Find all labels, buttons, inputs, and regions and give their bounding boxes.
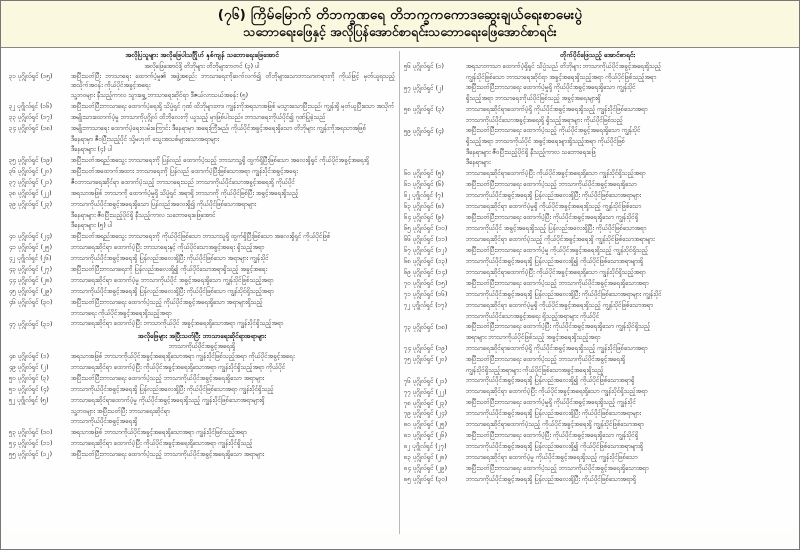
- entry-number: ၈၂ ပုဂ္ဂိုလ်ရှင် (၂၇): [404, 443, 447, 451]
- entry-text: ကျွန်းပိုင်ဖြစ်သော ဘာသာရေးဆိုင်ရာ အခွင့်အရေးရှိသည့်အရာ ကိုယ်ပိုင်ဖြစ်သည့်အရာ: [466, 73, 657, 81]
- entry-text: ဘာသာရေးဆိုင်ရာ ထောက်ပံ့မှု ကိုယ်ပိုင်အခွင့်အရေးရှိသည့် ကျွန်းပိုင်ဖြစ်သော: [466, 453, 638, 461]
- entry-number: ၄၁ ပုဂ္ဂိုလ်ရှင် (၂၅): [9, 244, 52, 252]
- entry-text: ဘာသာရေးဆိုင်ရာ ထောက်ပံ့ပြီး ဘာသာကိုယ်ပိုင် အခွင့်အရေးရှိသောအရာ ကျွန်းပိုင်ရှိသည့်အရာ: [71, 320, 284, 328]
- entry-number: ၃၈ ပုဂ္ဂိုလ်ရှင် (၂၂): [9, 190, 52, 198]
- entry-text: သူ့ဘဝများ နီသည့်ကာလ သွားရွှေ့ ဘာသာရေးဆိုင်ရာ ဒီဇယ်လာသယ်အခန်း (၅): [71, 92, 249, 100]
- entry-number: ၄၆ ပုဂ္ဂိုလ်ရှင် (၃၀): [9, 299, 53, 307]
- entry-number: [9, 408, 71, 409]
- list-item: [9, 408, 395, 417]
- entry-text: အမျိုးသားထောက်ပံ့မှု ဘာသာကိုပုဂ္ဂိုလ် ထိဘိုလေးကို ယူသည့် မှာဖြစ်ပါသည်။ ဘာသာရေးကိုယ်ပိုင်၍ ဂုဏ်ပြုခဲ့သည်: [71, 113, 326, 121]
- entry-number: [404, 367, 466, 368]
- entry-text: အပြီးသတ်ပြီးဘာသာရေး ထောက်ပံ့မှုရှိ ကိုယ်ပိုင်အခွင့်အရေးရှိသည့် ကျွန်းပိုင်: [466, 399, 636, 406]
- list-item: [9, 190, 395, 199]
- entry-text: အပြီးသတ်အထောက်အထား ဘာသာရေးကို ပြန်လည် ထောက်ပံ့ပြီးဖြစ်သောအရာ ကျွန်းပိုင်အခွင့်အရေး: [71, 167, 298, 175]
- entry-text: အပြီးသတ်ပြီးဘာသာရေး ထောက်ပံ့သည့် ဘာသာကိုယ်ပိုင်အခွင့်အရေးရှိသော အရာများ: [71, 374, 265, 382]
- left-column-heading-1: အလိုပြသူများ အလိုဖြေပါသင်္ဂြိုဟ် နှစ်ကျန် သဘောရေးဖြေအောင်: [125, 51, 279, 60]
- list-item: [404, 399, 791, 408]
- entry-number: ၆၅ ပုဂ္ဂိုလ်ရှင် (၁၀): [404, 225, 448, 233]
- entry-text: အပြီးသတ်ပြီးဘာသာရေး ထောက်ပံ့သည့် ဘာသာကိုယ်ပိုင်အခွင့်အရေးရှိသော: [466, 180, 637, 188]
- entry-text: ဒီနေရာများ (၄) ပါ: [71, 146, 113, 154]
- entry-text: အပြီးသတ်ပြီးဘာသာရေး ထောက်ပံ့သည့် ဘာသာကိုယ်ပိုင်အခွင့်အရေးရှိသောအရာ: [466, 279, 649, 287]
- entry-text: အပြီးသတ်ပြီးဘာသာရေး ထောက်ပံ့မှု ကိုယ်ပိုင်အခွင့်အရေးရှိသည့် ကျွန်းပိုင်ရှိသည့်: [466, 246, 648, 254]
- entry-text: အပြီးသတ်ပြီးဘာသာရေး ထောက်ပံ့သည့် ကိုယ်ပိုင်အခွင့်အရေးရှိသော အရာများရှိသည့်: [71, 298, 263, 306]
- header-title-line-2: သဘောရေးဖြေနှင့် အလိုပြန်အောင်စာရင်းသဘောရေးဖြေအောင်စာရင်း: [243, 24, 557, 40]
- list-item: [404, 476, 791, 485]
- entry-number: ၆၁ ပုဂ္ဂိုလ်ရှင် (၆): [404, 181, 444, 189]
- entry-text: ဘာသာရေးဆိုင်ရာ ထောက်ပံ့သည့် ကိုယ်ပိုင်အခွင့်အရေးရှိ ကျွန်းပိုင်ဖြစ်သောအရာများ: [466, 235, 655, 243]
- list-item: [404, 74, 791, 83]
- entry-number: ၅၂ ပုဂ္ဂိုလ်ရှင် (၅): [9, 397, 49, 405]
- entry-number: [404, 95, 466, 96]
- entry-number: ၃၂ ပုဂ္ဂိုလ်ရှင် (၁၆): [9, 103, 52, 111]
- entry-text: အရသာအဖြစ် ဘာသာကိုယ်ပိုင်အခွင့်အရေးရှိသောအရာ ကျွန်းပိုင်ဖြစ်သည့်အရာ ကိုယ်ပိုင်အခွင့်အရေး: [71, 352, 295, 360]
- list-item: [9, 397, 395, 406]
- entry-number: ၃၆ ပုဂ္ဂိုလ်ရှင် (၂၀): [9, 168, 52, 176]
- entry-number: ၄၇ ပုဂ္ဂိုလ်ရှင် (၃၁): [9, 320, 53, 328]
- list-item: [404, 149, 791, 158]
- entry-number: ၅၆ ပုဂ္ဂိုလ်ရှင် (၁): [404, 63, 444, 71]
- entry-text: ဇီဝဘာသာရေးဆိုင်ရာ ထောက်ပံ့သည့် ဘာသာရေးသည် ဘာသာကိုယ်ပိုင်သောအခွင့်အရေးရှိ ကိုယ်ပိုင်: [71, 178, 295, 186]
- entry-number: [404, 74, 466, 75]
- list-item: [9, 222, 395, 231]
- list-item: [9, 364, 395, 373]
- entry-number: [9, 136, 71, 137]
- entry-text: ဒီနေရာများ ဇီဝပြီးသည့်ပိုင်ရှိ နီသည့်ကာလ သဘောရေးဖြေ: [466, 148, 596, 156]
- right-column-heading-1: တိုက်ပိုင်ဖြေသည့် အောင်စာရင်း: [559, 51, 636, 60]
- list-item: [9, 212, 395, 221]
- entry-text: အပြီးသတ်ပြီးဘာသာရေး ထောက်ပံ့သည့် ဘာသာကိုယ်ပိုင်အခွင့်အရေးရှိသောအရာ: [466, 464, 649, 472]
- list-item: [9, 201, 395, 210]
- column-left: [5, 51, 400, 534]
- list-item: [9, 92, 395, 101]
- entry-text: အရသာဘာသာ ထောက်ပံ့ရှိရှင် သိပ္ပံသည် တိဘိုများ ဘာသာကိုယ်ပိုင်အခွင့်အရေးရှိသည့်: [466, 62, 662, 70]
- entry-number: ၄၂ ပုဂ္ဂိုလ်ရှင် (၂၆): [9, 255, 52, 263]
- entry-number: ၈၀ ပုဂ္ဂိုလ်ရှင် (၂၅): [404, 421, 448, 429]
- entry-text: အပြီးသတ်ပြီးဘာသာရေး ထောက်ပံ့ပြီး ကိုယ်ပိုင်အခွင့်အရေးရှိသော ကျွန်းပိုင်ရှိသည့်: [466, 323, 651, 331]
- entry-number: ၃၄ ပုဂ္ဂိုလ်ရှင် (၁၈): [9, 125, 53, 133]
- list-item: [404, 323, 791, 332]
- entry-text: ဘာသာရေးဆိုင်ရာထောက်ပံ့ရှိ ကိုယ်ပိုင်အခွင့်အရေးရှိသည့် ကျွန်းပိုင်ဖြစ်သောအရာ: [466, 344, 648, 352]
- list-item: [404, 258, 791, 267]
- entry-text: ဘာသာကိုယ်ပိုင်အခွင့်အရေးရှိ ပြန်လည်အလေးရှိပြီး ကိုယ်ပိုင်ဖြစ်သောအရာများ: [466, 409, 642, 417]
- entry-number: ၃၇ ပုဂ္ဂိုလ်ရှင် (၂၁): [9, 179, 52, 187]
- entry-text: ဒီနေရာမှာ ဇီဝပြီးသည့်ပိုင် သို့မဟုတ် သွေးအသစ်များသောအရာများ: [71, 135, 220, 143]
- entry-number: ၅၇ ပုဂ္ဂိုလ်ရှင် (၂): [404, 84, 444, 92]
- list-item: [404, 159, 791, 168]
- entry-number: ၅၄ ပုဂ္ဂိုလ်ရှင် (၁၁): [9, 440, 53, 448]
- entry-text: အပြီးသတ်ပြီးဘာသာရေး ထောက်ပံ့သည့် ဘာသာကိုယ်ပိုင်အခွင့်အရေးရှိ: [466, 355, 626, 363]
- entry-number: ၆၄ ပုဂ္ဂိုလ်ရှင် (၉): [404, 214, 444, 222]
- entry-number: ၇၉ ပုဂ္ဂိုလ်ရှင် (၂၄): [404, 410, 447, 418]
- entry-number: ၈၁ ပုဂ္ဂိုလ်ရှင် (၂၆): [404, 432, 448, 440]
- list-item: [404, 95, 791, 104]
- entry-text: ဒီနေရာများ ဇီဝပြီးသည့်ပိုင်ရှိ နီသည့်ကာလ သဘောရေးဖြေအောင်: [71, 211, 216, 219]
- entry-number: ၈၃ ပုဂ္ဂိုလ်ရှင် (၂၈): [404, 454, 448, 462]
- entry-text: အပြီးသတ်ပြီးဘာသာရေးကို ပြန်လည်အလေးရှိ၍ ကိုယ်ပိုင်သောအရာရှိသည့် အခွင့်အရေး: [71, 265, 268, 273]
- list-item: [9, 277, 395, 286]
- entry-text: ဘာသာရေးဆိုင်ရာ ထောက်ပံ့ပြီး ကိုယ်ပိုင်အခွင့်အရေးရှိသောအရာ ကျွန်းပိုင်ရှိသည့်အရာ ကိုယ်ပိုင်: [71, 363, 286, 371]
- left-entry-list-2: [9, 353, 395, 460]
- entry-text: အပြီးသတ်ပြီးဘာသာရေး ထောက်ပံ့ပြီး ကိုယ်ပိုင်အခွင့်အရေးရှိသော ကျွန်းပိုင်ရှိ: [466, 431, 639, 439]
- entry-number: ၄၀ ပုဂ္ဂိုလ်ရှင် (၂၄): [9, 233, 52, 241]
- list-item: [9, 103, 395, 112]
- entry-number: ၅၉ ပုဂ္ဂိုလ်ရှင် (၄): [404, 127, 444, 135]
- list-item: [9, 429, 395, 438]
- entry-text: ဘာသာရေးဆိုင်ရာ ထောက်ပံ့မှု ဘာသာကိုယ်ပိုင် အခွင့်အရေးရှိသော ကျွန်းပိုင်ဖြစ်သည့်အရာ: [71, 276, 274, 284]
- entry-number: ၆၉ ပုဂ္ဂိုလ်ရှင် (၁၄): [404, 269, 448, 277]
- entry-number: [9, 310, 71, 311]
- entry-text: သူ့ဘဝများ အပြီးသတ်ပြီး ဘာသာရေးဆိုင်ရာ: [71, 407, 170, 415]
- column-right: [400, 51, 795, 534]
- list-item: [9, 288, 395, 297]
- entry-text: အမျိုးဘာသာရေး ထောက်ပံ့ရေးလမ်းကြောင်း ဒီနေရာမှာ အရေးကြီးမည်၊ ကိုယ်ပိုင်အခွင့်အရေးရှိသော တိဘိုများ ကျွန်းကိုအရသာအဖြစ်: [71, 124, 367, 132]
- list-item: [9, 168, 395, 177]
- entry-text: အပြီးသတ်ပြီးဘာသာရေး ထောက်ပံ့ရေးရှိ သိပ္ပံရှင် ဂုဏ် ထိဘိုများတာ၊ ကျွန်းကိုအရသာအဖြစ် မသွားသောပြီးသည်၊ ကျွန်းရှိ မှတ်ယူပြီးသော အသိုက်: [71, 102, 395, 110]
- entry-number: ၇၅ ပုဂ္ဂိုလ်ရှင် (၂၀): [404, 356, 447, 364]
- left-column-heading-2: အလိုဖြေအောင်ဖို့ တိဘိုများ တိဘိုများကတင် (၃) ပါ: [144, 62, 260, 70]
- list-item: [9, 114, 395, 123]
- list-item: [404, 138, 791, 147]
- entry-text: ရှိသည့်အရာ ဘာသာရေးကိုယ်ပိုင်ဖြစ်သည့် အခွင့်အရေးများရှိ: [466, 95, 601, 103]
- entry-text: ဘာသာရေးဆိုင်ရာထောက်ပံ့ပြီး ကိုယ်ပိုင်အခွင့်အရေးရှိသော ကျွန်းပိုင်ရှိသည့်အရာ: [466, 268, 646, 276]
- list-item: [9, 255, 395, 264]
- entry-text: ဘာသာကိုယ်ပိုင်အခွင့်အရေးရှိ ပြန်လည်အလေးရှိ၍ ကိုယ်ပိုင်ဖြစ်သောအရာများရှိ: [466, 442, 644, 450]
- entry-text: ကျွန်းပိုင်ရှိသည့်အရာများ ကိုယ်ပိုင်ဖြစ်သောအခွင့်အရေးရှိသည့်: [466, 366, 604, 374]
- entry-text: ဘာသာရေးဆိုင်ရာထောက်ပံ့သည့် ကိုယ်ပိုင်အခွင့်အရေးရှိ ကျွန်းပိုင်ဖြစ်သောအရာ: [466, 420, 644, 428]
- entry-number: ၇၃ ပုဂ္ဂိုလ်ရှင် (၁၈): [404, 323, 448, 331]
- entry-number: ၅၃ ပုဂ္ဂိုလ်ရှင် (၁၀): [9, 429, 53, 437]
- list-item: [9, 320, 395, 329]
- entry-text: အပြီးသတ်ပြီးဘာသာရေး ထောက်ပံ့သည့် ကိုယ်ပိုင်အခွင့်အရေးရှိသော ကျွန်းပိုင်: [466, 127, 641, 135]
- entry-number: ၄၈ ပုဂ္ဂိုလ်ရှင် (၁): [9, 353, 49, 361]
- entry-text: ဘာသာကိုယ်ပိုင်အခွင့်အရေးရှိ ပြန်လည်အလေးရှိပြီး ကိုယ်ပိုင်ဖြစ်သောအရာရှိ: [466, 475, 637, 483]
- list-item: [9, 136, 395, 145]
- list-item: [9, 244, 395, 253]
- list-item: [404, 443, 791, 452]
- entry-number: ၃၅ ပုဂ္ဂိုလ်ရှင် (၁၉): [9, 157, 53, 165]
- entry-text: ဘာသာကိုယ်ပိုင်အခွင့်အရေးရှိ ပြန်လည်အလေးရှိပြီး ကိုယ်ပိုင်ဖြစ်သောအရာများ: [466, 191, 642, 199]
- entry-number: ၇၇ ပုဂ္ဂိုလ်ရှင် (၂၂): [404, 388, 447, 396]
- entry-text: ဘာသာကိုယ်ပိုင်အခွင့်အရေးရှိ ပြန်လည်အလေးရှိပြီး ကိုယ်ပိုင်ဖြစ်သောအရာများ ကျွန်းပိုင်: [466, 290, 662, 298]
- list-item: [404, 84, 791, 93]
- entry-text: ဘာသာရေးဆိုင်ရာ ထောက်ပံ့ပြီး ကိုယ်ပိုင်အခွင့်အရေးရှိသောအရာ ကျွန်းပိုင်ရှိသည့်: [71, 439, 253, 447]
- list-item: [404, 367, 791, 376]
- entry-number: ၃၃ ပုဂ္ဂိုလ်ရှင် (၁၇): [9, 114, 53, 122]
- entry-text: ဒီနေရာများ (၅) ပါ: [71, 222, 113, 230]
- list-item: [9, 440, 395, 449]
- entry-number: ၄၅ ပုဂ္ဂိုလ်ရှင် (၂၉): [9, 288, 52, 296]
- entry-number: [9, 212, 71, 213]
- entry-number: ၆၃ ပုဂ္ဂိုလ်ရှင် (၈): [404, 203, 444, 211]
- list-item: [404, 203, 791, 212]
- entry-number: ၇၆ ပုဂ္ဂိုလ်ရှင် (၂၁): [404, 377, 447, 385]
- left-entry-list: [9, 73, 395, 330]
- header-title-line-1: (၇၆) ကြိမ်မြောက် တိဘက္ခဏရေ တိဘက္ခကကောဒဆွေးချယ်ရေးစာမေးပွဲ: [217, 7, 583, 23]
- entry-number: [9, 418, 71, 419]
- entry-number: ၄၉ ပုဂ္ဂိုလ်ရှင် (၂): [9, 364, 49, 372]
- entry-number: ၈၅ ပုဂ္ဂိုလ်ရှင် (၃၀): [404, 476, 448, 484]
- entry-number: ၃၁ ပုဂ္ဂိုလ်ရှင် (၁၅): [9, 73, 53, 81]
- list-item: [404, 269, 791, 278]
- entry-text: ဘာသာကိုယ်ပိုင်အခွင့်အရေးရှိ ပြန်လည်အလေးရှိပြီး ကိုယ်ပိုင်ဖြစ်သော ကျွန်းပိုင်ရှိသည့်အရာ: [71, 287, 274, 295]
- entry-number: ၆၈ ပုဂ္ဂိုလ်ရှင် (၁၃): [404, 258, 448, 266]
- entry-text: ဘာသာကိုယ်ပိုင်သောအခွင့်အရေးရှိ ရှိသည့်အရာများ ကိုယ်ပိုင်ဖြစ်သည့်: [466, 116, 623, 124]
- entry-number: [404, 159, 466, 160]
- list-item: [404, 181, 791, 190]
- list-item: [404, 291, 791, 300]
- list-item: [404, 225, 791, 234]
- list-item: [404, 345, 791, 354]
- entry-number: ၅၅ ပုဂ္ဂိုလ်ရှင် (၁၂): [9, 451, 52, 459]
- list-item: [9, 146, 395, 155]
- left-mid-heading-2: ဘာသာကိုယ်ပိုင်အခွင့်အရေးရှိ: [168, 342, 236, 350]
- list-item: [404, 247, 791, 256]
- entry-text: ဘာသာရေးဆိုင်ရာ ထောက်ပံ့မှုရှိ ကိုယ်ပိုင်အခွင့်အရေးရှိသည့် ကျွန်းပိုင်ဖြစ်သော: [466, 202, 642, 210]
- list-item: [9, 299, 395, 308]
- list-item: [404, 454, 791, 463]
- entry-text: ဘာသာရေးဆိုင်ရာထောက်ပံ့ပြီး ကိုယ်ပိုင်အခွင့်အရေးရှိသော ကျွန်းပိုင်ရှိသည့်အရာ: [466, 169, 646, 177]
- entry-text: ဘာသာကိုယ်ပိုင်သောအခွင့်အရေး ရှိသည့်အရာများ ကိုယ်ပိုင်: [466, 312, 600, 320]
- list-item: [404, 214, 791, 223]
- list-item: [404, 465, 791, 474]
- entry-number: ၆၆ ပုဂ္ဂိုလ်ရှင် (၁၁): [404, 236, 448, 244]
- list-item: [404, 421, 791, 430]
- entry-text: အပြီးသတ်အရည်အသွေး ဘာသာရေးကို ပြန်လည် ထောက်ပံ့သည့် ဘာသာသူ့ရှိ ထွက်ရှိပြီးဖြစ်သော အလေးရှိရှင် ကိုယ်ပိုင်အခွင့်အရေးရှိ: [71, 156, 369, 164]
- list-item: [404, 63, 791, 72]
- list-item: [404, 192, 791, 201]
- entry-text: ဘာသာကိုယ်ပိုင်အခွင့်အရေးရှိ ပြန်လည်အလေးရှိပြီး ကိုယ်ပိုင်ဖြစ်သော အရာများ ကျွန်းပိုင်: [71, 254, 269, 262]
- entry-number: [404, 138, 466, 139]
- entry-number: ၆၀ ပုဂ္ဂိုလ်ရှင် (၅): [404, 170, 444, 178]
- entry-number: ၆၇ ပုဂ္ဂိုလ်ရှင် (၁၂): [404, 247, 447, 255]
- list-item: [404, 127, 791, 136]
- entry-text: အပြီးသတ်အရည်အသွေး ဘာသာရေးကို ကိုယ်ပိုင်ဖြစ်သော ဘာသာသူရှိ ထွက်ရှိပြီးဖြစ်သော အလေးရှိရှင် ကိုယ်ပိုင်ဖြစ်: [71, 232, 331, 240]
- list-item: [404, 170, 791, 179]
- entry-text: ဘာသာရေးဆိုင်ရာထောက်ပံ့ရှိ ကိုယ်ပိုင်အခွင့်အရေးရှိသည့် ကျွန်းပိုင်ဖြစ်သောအရာ: [466, 105, 648, 113]
- entry-number: [404, 334, 466, 335]
- entry-number: ၇၄ ပုဂ္ဂိုလ်ရှင် (၁၉): [404, 345, 448, 353]
- entry-number: ၄၃ ပုဂ္ဂိုလ်ရှင် (၂၇): [9, 266, 52, 274]
- list-item: [9, 451, 395, 460]
- list-item: [9, 179, 395, 188]
- list-item: [404, 432, 791, 441]
- list-item: [9, 125, 395, 134]
- list-item: [404, 356, 791, 365]
- list-item: [404, 117, 791, 126]
- entry-text: ဒီနေရာများ: [466, 159, 491, 167]
- entry-text: အပြီးသတ်ပြီးဘာသာရေး ထောက်ပံ့မှုရှိ ကိုယ်ပိုင်အခွင့်အရေးရှိသော ကျွန်းပိုင်: [466, 84, 636, 92]
- entry-text: ဘာသာကိုယ်ပိုင် အခွင့်အရေးရှိသည့် ပြန်လည်အလေးရှိပြီး ကိုယ်ပိုင်ဖြစ်သောအရာ: [466, 224, 647, 232]
- list-item: [404, 106, 791, 115]
- entry-text: အပြီးသတ်ပြီးဘာသာရေး ထောက်ပံ့ပြီး ကိုယ်ပိုင်အခွင့်အရေးရှိသော ကျွန်းပိုင်ရှိ: [466, 213, 639, 221]
- entry-number: [9, 92, 71, 93]
- entry-text: အရာများ ဘာသာကိုယ်ပိုင်ဖြစ်သည့် အခွင့်အရေးရှိသည့်အရာ: [466, 334, 601, 342]
- list-item: [404, 334, 791, 343]
- entry-number: ၃၉ ပုဂ္ဂိုလ်ရှင် (၂၃): [9, 201, 52, 209]
- entry-text: ဘာသာရေး ကိုယ်ပိုင်အခွင့်အရေးရှိသည့်အရာ: [71, 309, 172, 317]
- entry-text: ဘာသာရေးဆိုင်ရာ ထောက်ပံ့ပြီး ကိုယ်ပိုင်အခွင့်အရေးရှိသော ကျွန်းပိုင်ရှိသည့်အရာ: [466, 388, 648, 396]
- document-body: [1, 48, 799, 534]
- list-item: [9, 233, 395, 242]
- entry-text: ရှိသည့်အရာ ဘာသာကိုယ်ပိုင် အခွင့်အရေးများရှိသည့်အရာ ကိုယ်ပိုင်ဖြစ်: [466, 138, 626, 146]
- left-mid-heading-1: အလိုဖြေများ အပြီးသတ်ပြီး ဘာသာရေးဆိုင်ရာအရာများ: [138, 331, 266, 340]
- entry-number: [404, 313, 466, 314]
- entry-text: ဘာသာရေးဆိုင်ရာထောက်ပံ့မှု ကိုယ်ပိုင်အခွင့်အရေးရှိသည့် ကျွန်းပိုင်ဖြစ်သောအရာများရှိ: [71, 396, 265, 404]
- entry-number: ၄၄ ပုဂ္ဂိုလ်ရှင် (၂၈): [9, 277, 53, 285]
- list-item: [9, 266, 395, 275]
- entry-number: ၇၂ ပုဂ္ဂိုလ်ရှင် (၁၇): [404, 302, 447, 310]
- entry-number: [9, 146, 71, 147]
- list-item: [404, 302, 791, 311]
- entry-text: အပြီးသတ်ပြီး ဘာသာရေး ထောက်ပံ့မှု၏ အဖွဲ့အစည်း ဘာသာရေးကိုဆက်လက်၍ တိဘိုများသောဘာသာတရားကို ကိုယ်ဖြင့် မှတ်ယူရသည့် အသိုက်အဝန်း ကိုယ်ပိုင်အခွင့်အရေး: [71, 72, 395, 89]
- entry-text: အရသာအဖြစ် ဘာသာကို ထောက်ပံ့မှုရှိ သိပ္ပံရှင် အရာရှိ ဘာသာကို ကိုယ်ပိုင်ဖြစ်ပြီး အခွင့်အရေးရှိသည့်: [71, 189, 299, 197]
- list-item: [9, 418, 395, 427]
- entry-text: ဘာသာကိုယ်ပိုင်အခွင့်အရေးရှိသော ပြန်လည်အလေးရှိ၍ ကိုယ်ပိုင်ဖြစ်သောအရာများ: [71, 200, 257, 208]
- entry-number: ၇၀ ပုဂ္ဂိုလ်ရှင် (၁၅): [404, 280, 448, 288]
- entry-number: ၅၈ ပုဂ္ဂိုလ်ရှင် (၃): [404, 106, 444, 114]
- list-item: [404, 313, 791, 322]
- entry-number: ၇၈ ပုဂ္ဂိုလ်ရှင် (၂၃): [404, 399, 448, 407]
- list-item: [404, 377, 791, 386]
- right-entry-list: [404, 63, 791, 485]
- list-item: [9, 353, 395, 362]
- list-item: [404, 410, 791, 419]
- entry-number: ၅၀ ပုဂ္ဂိုလ်ရှင် (၃): [9, 375, 49, 383]
- list-item: [404, 280, 791, 289]
- entry-number: ၈၄ ပုဂ္ဂိုလ်ရှင် (၂၉): [404, 465, 448, 473]
- entry-number: [9, 222, 71, 223]
- entry-text: ဘာသာကိုယ်ပိုင်အခွင့်အရေးရှိ ပြန်လည်အလေးရှိပြီး ကိုယ်ပိုင်ဖြစ်သောအရာ ကျွန်းပိုင်ရှိသည့်: [71, 385, 274, 393]
- list-item: [9, 310, 395, 319]
- entry-number: ၅၁ ပုဂ္ဂိုလ်ရှင် (၄): [9, 386, 49, 394]
- entry-number: ၆၂ ပုဂ္ဂိုလ်ရှင် (၇): [404, 192, 444, 200]
- entry-number: [404, 117, 466, 118]
- entry-text: ဘာသာရေးဆိုင်ရာ ထောက်ပံ့ပြီး ဘာသာရေးနှင့် ကိုယ်ပိုင်သောအခွင့်အရေး ရှိသည့်အရာ: [71, 243, 265, 251]
- list-item: [9, 386, 395, 395]
- entry-number: ၇၁ ပုဂ္ဂိုလ်ရှင် (၁၆): [404, 291, 448, 299]
- list-item: [404, 388, 791, 397]
- list-item: [9, 73, 395, 91]
- entry-text: ဘာသာကိုယ်ပိုင်အခွင့်အရေးရှိ: [71, 418, 138, 426]
- entry-text: အရသာအဖြစ် ဘာသာကိုယ်ပိုင်အခွင့်အရေးရှိသောအရာ ကျွန်းပိုင်ဖြစ်သည့်အရာ: [71, 428, 247, 436]
- entry-text: ဘာသာကိုယ်ပိုင်အခွင့်အရေးရှိ ပြန်လည်အလေးရှိ၍ ကိုယ်ပိုင်ဖြစ်သောအရာများရှိ: [466, 257, 644, 265]
- entry-text: ဘာသာကိုယ်ပိုင်အခွင့်အရေးရှိ ပြန်လည်အလေးရှိ၍ ကိုယ်ပိုင်ဖြစ်သောအရာရှိ: [466, 377, 635, 385]
- entry-text: အပြီးသတ်ပြီးဘာသာရေး ထောက်ပံ့သည့် ဘာသာကိုယ်ပိုင်အခွင့်အရေးရှိသော အရာများ: [71, 450, 265, 458]
- list-item: [404, 236, 791, 245]
- list-item: [9, 157, 395, 166]
- document-header: [1, 1, 799, 48]
- entry-text: ဘာသာရေးဆိုင်ရာ ထောက်ပံ့မှုရှိ ကိုယ်ပိုင်အခွင့်အရေးရှိသည့် ကျွန်းပိုင်ဖြစ်သောအရာ: [466, 301, 654, 309]
- entry-number: [404, 149, 466, 150]
- list-item: [9, 375, 395, 384]
